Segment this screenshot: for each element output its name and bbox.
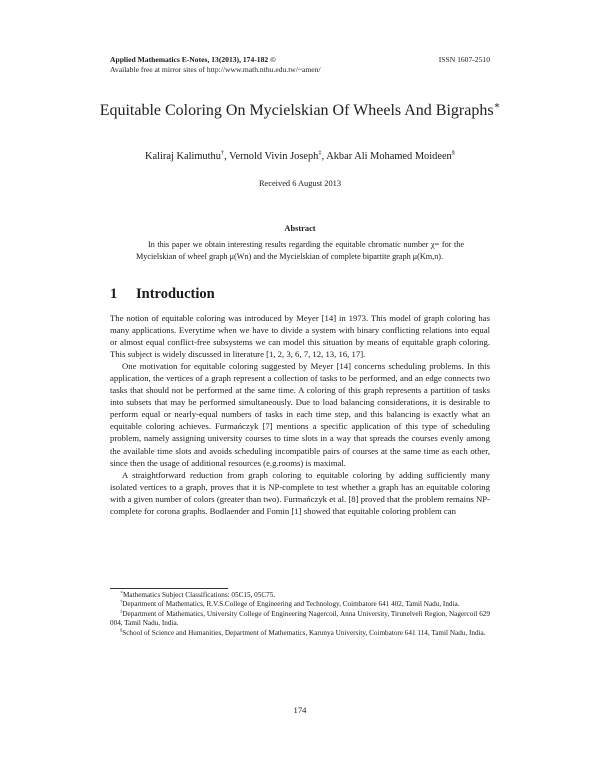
author-name: Kaliraj Kalimuthu (145, 151, 221, 162)
footnote (110, 600, 490, 609)
journal-header (110, 55, 490, 75)
author-separator: , (224, 151, 230, 162)
author-name: Akbar Ali Mohamed Moideen (326, 151, 452, 162)
footnotes (110, 591, 490, 638)
footnote-text: School of Science and Humanities, Department of Mathematics, Karunya University, Coimbatore 641 114, Tamil Nadu, India. (122, 628, 486, 637)
paper-title-text: Equitable Coloring On Mycielskian Of Wheels And Bigraphs (99, 102, 494, 119)
footnote (110, 591, 490, 600)
footnote-mark: ∗ (120, 589, 124, 595)
footnote-mark: ‡ (120, 608, 123, 614)
footnote (110, 610, 490, 629)
abstract-body: In this paper we obtain interesting results regarding the equitable chromatic number χ= for the Mycielskian of wheel graph μ(Wn) and the Mycielskian of complete bipartite graph μ(Km,n). (136, 240, 464, 261)
footnote-text: Mathematics Subject Classifications: 05C15, 05C75. (123, 591, 276, 599)
body-paragraph: The notion of equitable coloring was introduced by Meyer [14] in 1973. This model of graph coloring has many applications. Everytime when we have to divide a system with binary conflicting relations into equal or almost equal conflict-free subsystems we can model this situation by means of equitable graph coloring. This subject is widely discussed in literature [1, 2, 3, 6, 7, 12, 13, 16, 17]. (110, 313, 490, 360)
body-paragraph: A straightforward reduction from graph coloring to equitable coloring by adding sufficiently many isolated vertices to a graph, proves that it is NP-complete to test whether a graph has an equitable coloring with a given number of colors (greater than two). Furmańczyk et al. [8] proved that the problem remains NP-complete for corona graphs. Bodlaender and Fomin [1] showed that equitable coloring problem can (110, 469, 490, 516)
author-mark: ‡ (318, 149, 322, 157)
journal-citation: Applied Mathematics E-Notes, 13(2013), 174-182 © (110, 55, 276, 64)
footnote-rule (110, 588, 228, 589)
received-date: Received 6 August 2013 (258, 179, 342, 188)
abstract-heading: Abstract (284, 224, 316, 233)
body-paragraph: One motivation for equitable coloring suggested by Meyer [14] concerns scheduling problems. In this application, the vertices of a graph represent a collection of tasks to be performed, and an edge connects two tasks that should not be performed at the same time. A coloring of this graph represents a partition of tasks into subsets that may be performed simultaneously. Due to load balancing considerations, it is desirable to perform equal or nearly-equal numbers of tasks in each time step, and this balancing is exactly what an equitable coloring achieves. Furmańczyk [7] mentions a specific application of this type of scheduling problem, namely assigning university courses to time slots in a way that spreads the courses evenly among the available time slots and avoids scheduling incompatible pairs of courses at the same time as each other, since then the usage of additional resources (e.g.rooms) is maximal. (110, 361, 490, 468)
page-number: 174 (293, 705, 307, 715)
author-mark: † (220, 149, 225, 157)
abstract-text (136, 239, 464, 262)
footnote (110, 629, 490, 638)
section-title: Introduction (136, 286, 215, 302)
issn: ISSN 1607-2510 (438, 55, 490, 64)
author-mark: § (451, 149, 455, 157)
body-text (110, 312, 490, 517)
paper-title (90, 100, 510, 121)
title-footnote-mark: ∗ (493, 100, 501, 112)
section-number: 1 (110, 286, 118, 302)
footnote-text: Department of Mathematics, University College of Engineering Nagercoil, Anna University, Tirunelveli Region, Nagercoil 629 004, Tamil Nadu, India. (110, 609, 490, 628)
author-name: Vernold Vivin Joseph (229, 151, 319, 162)
footnote-text: Department of Mathematics, R.V.S.College of Engineering and Technology, Coimbatore 641 402, Tamil Nadu, India. (122, 600, 460, 609)
availability-line: Available free at mirror sites of http://www.math.nthu.edu.tw/~amen/ (110, 65, 321, 74)
footnote-mark: † (120, 599, 123, 605)
author-list (60, 151, 540, 162)
footnote-mark: § (120, 627, 123, 633)
section-heading (110, 286, 215, 303)
author-separator: , (321, 151, 327, 162)
